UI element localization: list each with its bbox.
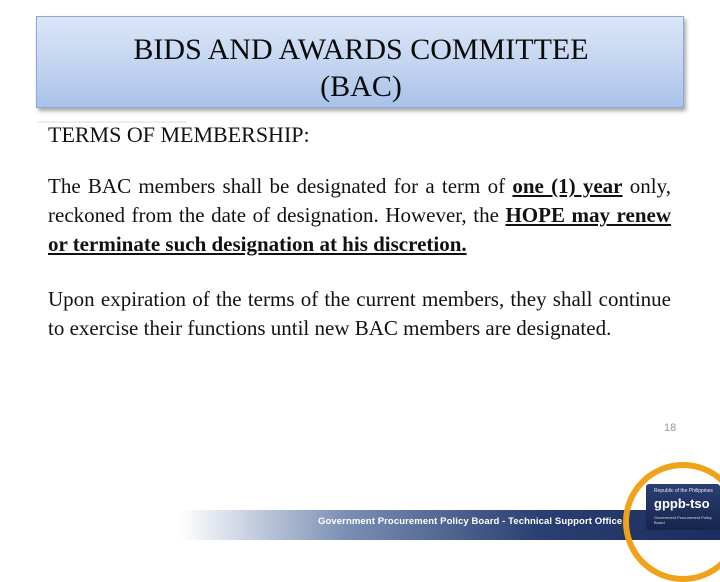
footer-organization: Government Procurement Policy Board - Technical Support Office: [318, 516, 623, 527]
slide-content: [48, 122, 671, 369]
section-heading: TERMS OF MEMBERSHIP:: [48, 122, 310, 147]
expiration-paragraph: Upon expiration of the terms of the current members, they shall continue to exercise their functions until new BAC members are designated.: [48, 287, 671, 340]
logo-country-text: Republic of the Philippines: [654, 488, 713, 494]
title-line-2: (BAC): [320, 70, 402, 103]
hope-emphasis: HOPE may renew or terminate such designation at his discretion.: [48, 203, 671, 256]
paragraph1-part1: The BAC members shall be designated for a term of: [48, 174, 513, 198]
gppb-logo: [646, 484, 720, 530]
page-number: 18: [664, 422, 677, 434]
term-emphasis: one (1) year: [512, 174, 623, 198]
logo-caption: Government Procurement Policy Board: [654, 515, 712, 525]
logo-wordmark: gppb-tso: [654, 496, 710, 511]
title-line-1: BIDS AND AWARDS COMMITTEE: [133, 33, 589, 66]
page-title: [37, 31, 685, 105]
paragraph1-part2: only, reckoned from the date of designation. However, the: [48, 174, 671, 227]
membership-paragraph: [48, 172, 671, 259]
title-banner: [36, 16, 684, 108]
